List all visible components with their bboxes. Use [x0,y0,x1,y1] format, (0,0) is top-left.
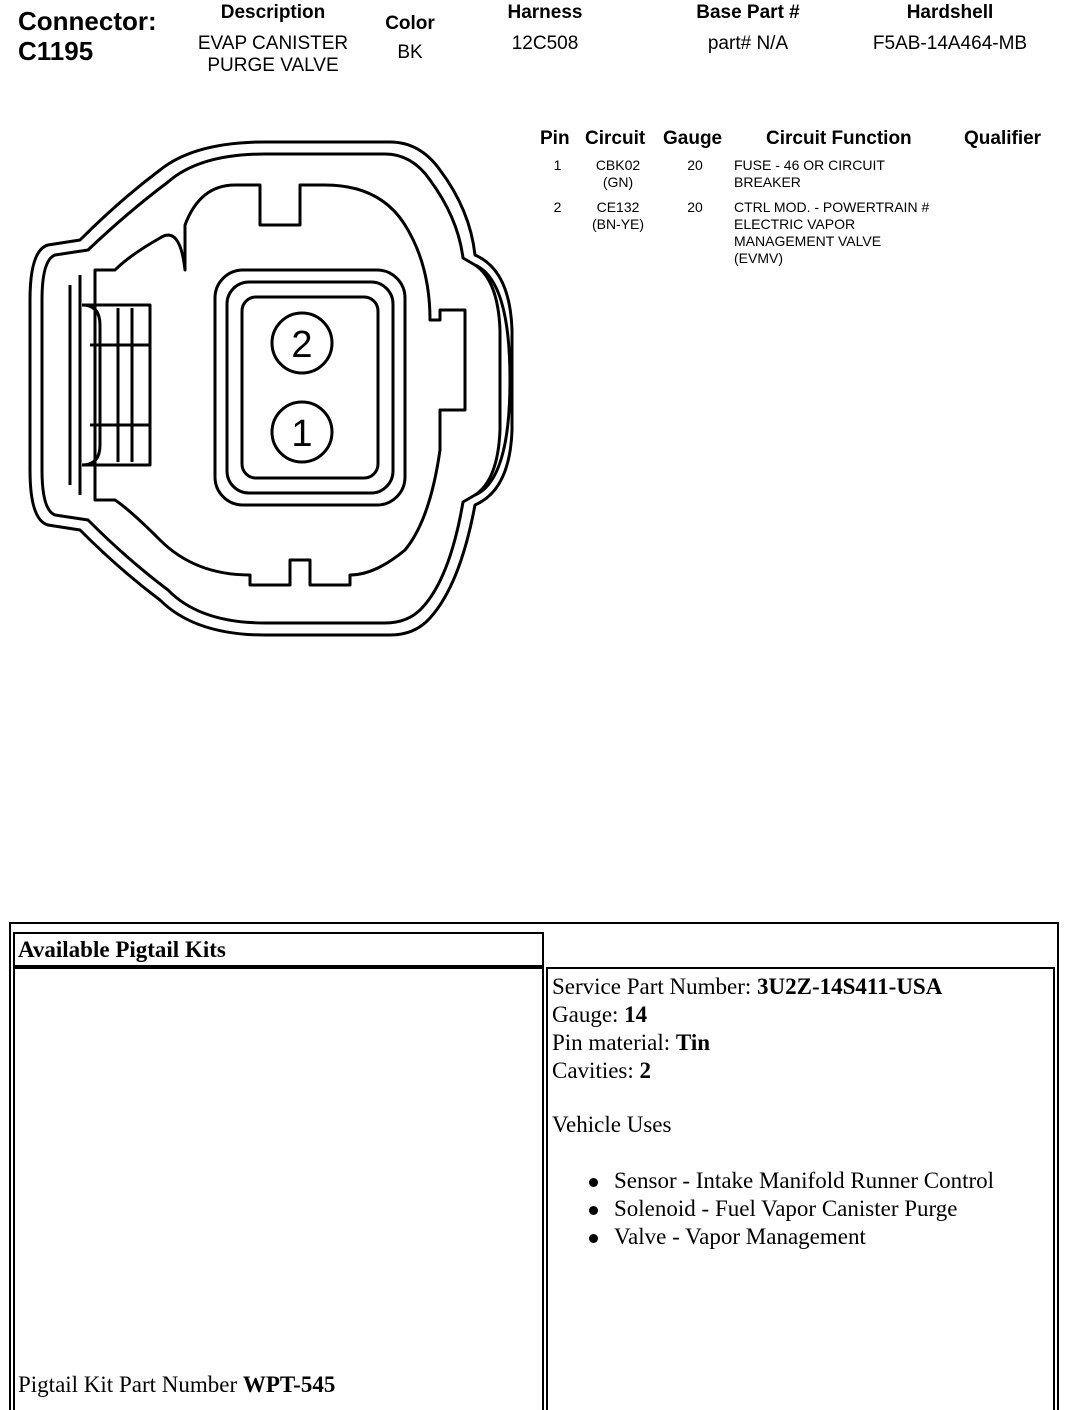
color-value: BK [397,42,423,63]
cavity-label-1: 1 [291,413,313,455]
row-1-circuit-color: (GN) [602,174,634,190]
description-line-2: PURGE VALVE [207,55,339,76]
base-part-column [668,2,828,55]
cavities-value: 2 [639,1058,652,1083]
row-2-function-line: MANAGEMENT VALVE [734,233,882,249]
service-part-number [552,973,994,1001]
base-part-value: part# N/A [707,33,789,54]
description-header: Description [220,2,326,23]
kit-part-value: WPT-545 [242,1372,336,1397]
vehicle-uses-title: Vehicle Uses [552,1112,672,1137]
row-2-function-line: (EVMV) [734,250,783,266]
row-1-circuit [578,157,658,191]
row-2-function-line: CTRL MOD. - POWERTRAIN # [734,199,930,215]
row-2-circuit-color: (BN-YE) [591,216,645,232]
gauge-label: Gauge: [552,1002,625,1027]
connector-label: Connector: [18,6,157,36]
pigtail-details [552,973,994,1251]
row-1-pin: 1 [553,157,562,173]
vehicle-uses-list [552,1167,994,1251]
list-item [552,1195,994,1223]
row-2-circuit-code: CE132 [596,199,640,215]
row-1-circuit-code: CBK02 [595,157,641,173]
list-item [552,1223,994,1251]
list-item [552,1167,994,1195]
pigtail-details-cell [546,967,1055,1410]
pin-material-value: Tin [675,1030,711,1055]
description-column [178,2,368,77]
connector-id: C1195 [18,36,94,66]
color-header: Color [385,13,435,34]
cavities-line [552,1057,994,1085]
connector-header [18,6,157,66]
row-2-function-line: ELECTRIC VAPOR [734,216,856,232]
cavities-label: Cavities: [552,1058,640,1083]
kit-part-label: Pigtail Kit Part Number [18,1372,243,1397]
color-column [370,13,450,64]
hardshell-value: F5AB-14A464-MB [872,33,1028,54]
harness-value: 12C508 [511,33,579,54]
bullet-icon [589,1234,598,1243]
circuit-col-header: Circuit [585,128,646,149]
bullet-icon [589,1178,598,1187]
pigtail-kit-part-number [18,1371,335,1399]
vehicle-use-text: Sensor - Intake Manifold Runner Control [614,1168,995,1193]
description-line-1: EVAP CANISTER [197,33,349,54]
row-1-function-line: FUSE - 46 OR CIRCUIT [734,157,885,173]
row-1-function-line: BREAKER [734,174,801,190]
gauge-line [552,1001,994,1029]
pigtail-image-cell [13,967,544,1410]
service-part-label: Service Part Number: [552,974,758,999]
hardshell-column [850,2,1050,55]
row-1-gauge: 20 [687,157,703,173]
row-1-function [734,157,964,191]
bullet-icon [589,1206,598,1215]
harness-column [480,2,610,55]
row-2-function [734,199,964,267]
harness-header: Harness [507,2,583,23]
circuit-function-col-header: Circuit Function [766,128,912,149]
vehicle-use-text: Valve - Vapor Management [614,1224,866,1249]
pin-material-line [552,1029,994,1057]
gauge-col-header: Gauge [663,128,723,149]
pigtail-title: Available Pigtail Kits [18,937,226,962]
service-part-value: 3U2Z-14S411-USA [757,974,943,999]
row-2-gauge: 20 [687,199,703,215]
hardshell-header: Hardshell [906,2,994,23]
row-2-pin: 2 [553,199,562,215]
cavity-label-2: 2 [291,324,313,366]
base-part-header: Base Part # [696,2,800,23]
pin-material-label: Pin material: [552,1030,676,1055]
vehicle-use-text: Solenoid - Fuel Vapor Canister Purge [614,1196,958,1221]
gauge-value: 14 [624,1002,648,1027]
pin-col-header: Pin [540,128,570,149]
qualifier-col-header: Qualifier [964,128,1042,149]
connector-face-diagram [20,130,520,645]
pigtail-title-cell [13,932,544,967]
row-2-circuit [578,199,658,233]
